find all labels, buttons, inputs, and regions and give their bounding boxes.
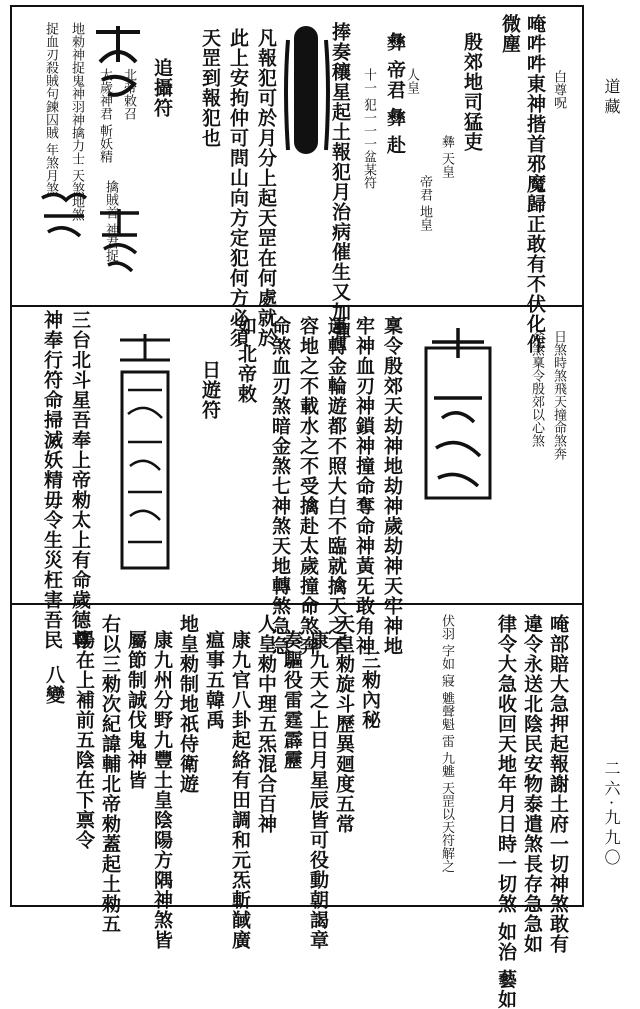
text-column: 右以三勑次紀諱輔北帝勑蓋起土勑五 bbox=[99, 614, 121, 934]
text-column: 唵部賠大急押起報謝土府一切神煞敢有 bbox=[547, 614, 569, 954]
text-column: 凡報犯可於月分上起天罡在何處就於 bbox=[255, 28, 277, 348]
text-column: 律令大急收回天地年月日時一切煞 如治 藝如 bbox=[495, 614, 517, 1009]
text-column: 天皇勑旋斗歷異廻度五常 bbox=[333, 614, 355, 834]
text-column: 牢神血刃神鎖神撞命奪命神黃旡敢角神 bbox=[353, 316, 375, 656]
talisman-seal-icon bbox=[92, 205, 147, 280]
text-column: 瘟事五韓禹 bbox=[203, 630, 225, 730]
text-column: 地勑神捉鬼神羽神擒力士 天煞地煞 bbox=[69, 22, 84, 222]
text-column: 康九官八卦起絡有田調和元炁斬馘廣 bbox=[229, 630, 251, 950]
text-column: 微塵 bbox=[499, 14, 521, 54]
text-column: 奏驅役雷霆霹靂 bbox=[281, 630, 303, 770]
text-column: 三勑內秘 bbox=[359, 650, 381, 730]
talisman-seal-icon bbox=[88, 22, 148, 107]
section-divider-1 bbox=[10, 305, 584, 307]
text-column: 三台北斗星吾奉上帝勑太上有命歲德尊 bbox=[69, 310, 91, 650]
text-column: 屬節制誠伐鬼神皆 bbox=[125, 630, 147, 790]
text-column: 容地之不載水之不受擒赴太歲撞命煞奔 bbox=[297, 316, 319, 656]
margin-page-number: 二六·九九〇 bbox=[602, 760, 621, 870]
text-column: 稟令殷郊天劫神地劫神歲劫神天牢神地 bbox=[381, 316, 403, 656]
text-column: 神奉行符命掃滅妖精毋令生災枉害吾民 bbox=[41, 310, 63, 650]
text-column: 殷郊地司猛吏 bbox=[461, 32, 483, 152]
top-heading: 白尊呪 bbox=[551, 70, 566, 109]
text-column: 十一 犯一一一盆某符 bbox=[361, 68, 376, 190]
talisman-seal-icon bbox=[36, 186, 91, 246]
text-column: 地皇勑制地祇侍衛遊 bbox=[177, 614, 199, 794]
text-column: 擒賊首 神君捉 bbox=[103, 180, 118, 263]
talisman-seal-icon bbox=[110, 330, 180, 580]
text-column: 如 北帝敕 bbox=[235, 316, 257, 404]
text-column: 命煞稟令殷郊以心煞 bbox=[529, 330, 544, 447]
text-column: 唵吽吽東神揩首邪魔歸正敢有不伏化作 bbox=[524, 14, 546, 354]
text-column: 人皇 bbox=[404, 68, 419, 94]
text-column: 違令永送北陰民安物泰遣煞長存急急如 bbox=[521, 614, 543, 954]
text-column: 命煞血刃煞暗金煞七神煞天地轉煞急急 bbox=[269, 316, 291, 656]
text-column: 彝 天皇 bbox=[439, 135, 454, 179]
text-column: 太歲神君 斬妖精 bbox=[97, 68, 112, 164]
text-column: 天罡到報犯也 bbox=[199, 28, 221, 148]
text-column: 陽在上補前五陰在下禀令 bbox=[73, 630, 95, 850]
text-column: 捧奏穰星起土報犯月治病催生又加彈 bbox=[329, 22, 351, 342]
talisman-seal-icon bbox=[412, 318, 504, 510]
text-column: 運轉金輪遊都不照大白不臨就擒天之不 bbox=[325, 316, 347, 656]
text-column: 追攝符 bbox=[151, 58, 173, 118]
talisman-seal-icon bbox=[278, 20, 338, 160]
text-column: 人皇勑中理五炁混合百神 bbox=[255, 614, 277, 834]
text-column: 捉血刃殺賊句鍊囚賊 年煞月煞 bbox=[43, 22, 58, 196]
text-column: 康九天之上日月星辰皆可役動朝謁章 bbox=[307, 630, 329, 950]
text-column: 日遊符 bbox=[199, 360, 221, 420]
text-column: 此上安拘仲可問山向方定犯何方必須 bbox=[227, 28, 249, 348]
text-column: 八變 bbox=[43, 665, 65, 705]
text-column: 彝 帝君 彝 赴 bbox=[384, 32, 406, 155]
middle-heading: 日煞時煞飛天撞命煞奔 bbox=[551, 330, 566, 460]
text-column: 伏羽 字如 寢 魋聲魁 雷 九魋 天罡以天符解之 bbox=[439, 614, 454, 873]
text-column: 帝君 地皇 bbox=[417, 175, 432, 232]
text-column: 康九州分野九豐土皇陰陽方隅神煞皆 bbox=[151, 630, 173, 950]
text-column: 北帝敕召 bbox=[121, 68, 136, 120]
margin-title: 道藏 bbox=[602, 78, 621, 118]
